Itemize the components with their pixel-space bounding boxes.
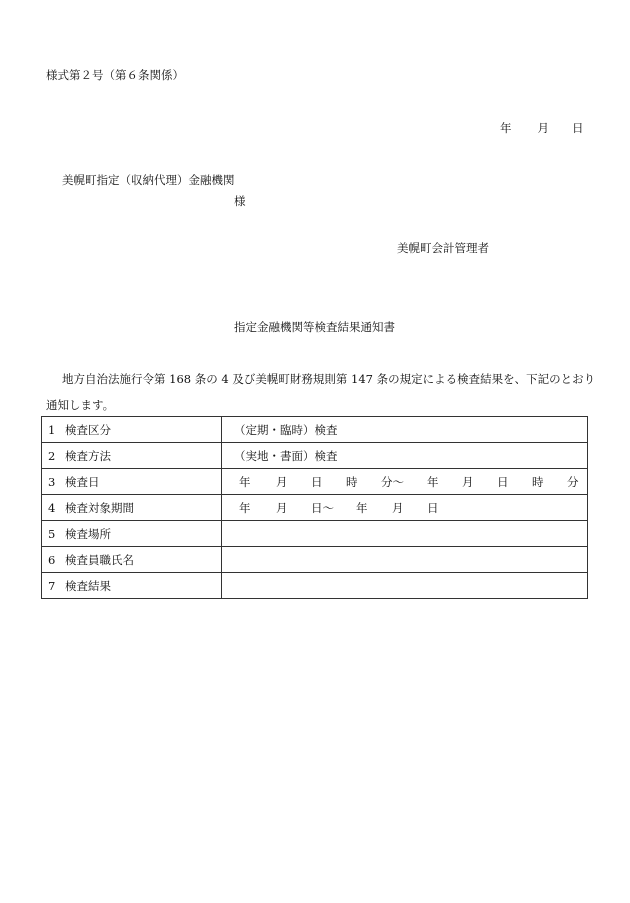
date-segment: 年 — [239, 474, 251, 489]
date-segment: 時 — [532, 474, 544, 489]
date-segment: 分〜 — [381, 474, 404, 489]
table-row — [42, 443, 588, 469]
period-segment: 年 — [239, 500, 251, 515]
row-number: 2 — [48, 448, 56, 463]
date-segment: 時 — [346, 474, 358, 489]
form-number: 様式第２号（第６条関係） — [46, 68, 184, 82]
row-label-cell — [42, 469, 222, 495]
row-number: 7 — [48, 578, 56, 593]
row-value-cell[interactable] — [222, 573, 588, 599]
table-row — [42, 547, 588, 573]
row-number: 6 — [48, 552, 56, 567]
row-label: 検査対象期間 — [65, 500, 134, 515]
date-segment: 年 — [427, 474, 439, 489]
date-segment: 分 — [567, 474, 579, 489]
row-label-cell — [42, 547, 222, 573]
row-label-cell — [42, 443, 222, 469]
date-day: 日 — [572, 121, 584, 135]
row-label-cell — [42, 417, 222, 443]
sender-title: 美幌町会計管理者 — [397, 241, 489, 255]
period-segment: 年 — [356, 500, 368, 515]
row-label-cell — [42, 495, 222, 521]
document-title: 指定金融機関等検査結果通知書 — [234, 320, 395, 334]
table-row — [42, 521, 588, 547]
table-row — [42, 495, 588, 521]
body-text-line-2: 通知します。 — [46, 398, 115, 412]
row-number: 4 — [48, 500, 56, 515]
body-text-line-1: 地方自治法施行令第 168 条の 4 及び美幌町財務規則第 147 条の規定による検査結果を、下記のとおり — [62, 372, 596, 386]
row-label: 検査結果 — [65, 578, 111, 593]
row-label-cell — [42, 573, 222, 599]
row-number: 1 — [48, 422, 56, 437]
row-label: 検査方法 — [65, 448, 111, 463]
table-row — [42, 573, 588, 599]
period-segment: 月 — [276, 500, 288, 515]
row-value-cell[interactable] — [222, 547, 588, 573]
period-segment: 月 — [392, 500, 404, 515]
addressee-name: 美幌町指定（収納代理）金融機関 — [62, 173, 235, 187]
date-month: 月 — [537, 121, 549, 135]
period-segment: 日 — [427, 500, 439, 515]
row-value-cell: （定期・臨時）検査 — [222, 417, 588, 443]
row-number: 5 — [48, 526, 56, 541]
target-period-cell — [222, 495, 588, 521]
inspection-date-cell — [222, 469, 588, 495]
row-label: 検査区分 — [65, 422, 111, 437]
date-segment: 日 — [497, 474, 509, 489]
date-segment: 月 — [276, 474, 288, 489]
row-label: 検査員職氏名 — [65, 552, 134, 567]
row-label-cell — [42, 521, 222, 547]
period-segment: 日〜 — [311, 500, 334, 515]
inspection-items-table — [41, 416, 588, 599]
row-label: 検査日 — [65, 474, 100, 489]
table-row — [42, 417, 588, 443]
row-number: 3 — [48, 474, 56, 489]
row-label: 検査場所 — [65, 526, 111, 541]
table-row — [42, 469, 588, 495]
addressee-honorific: 様 — [234, 194, 246, 208]
date-line — [500, 121, 584, 135]
date-segment: 月 — [462, 474, 474, 489]
date-segment: 日 — [311, 474, 323, 489]
date-year: 年 — [500, 121, 512, 135]
row-value-cell: （実地・書面）検査 — [222, 443, 588, 469]
row-value-cell[interactable] — [222, 521, 588, 547]
